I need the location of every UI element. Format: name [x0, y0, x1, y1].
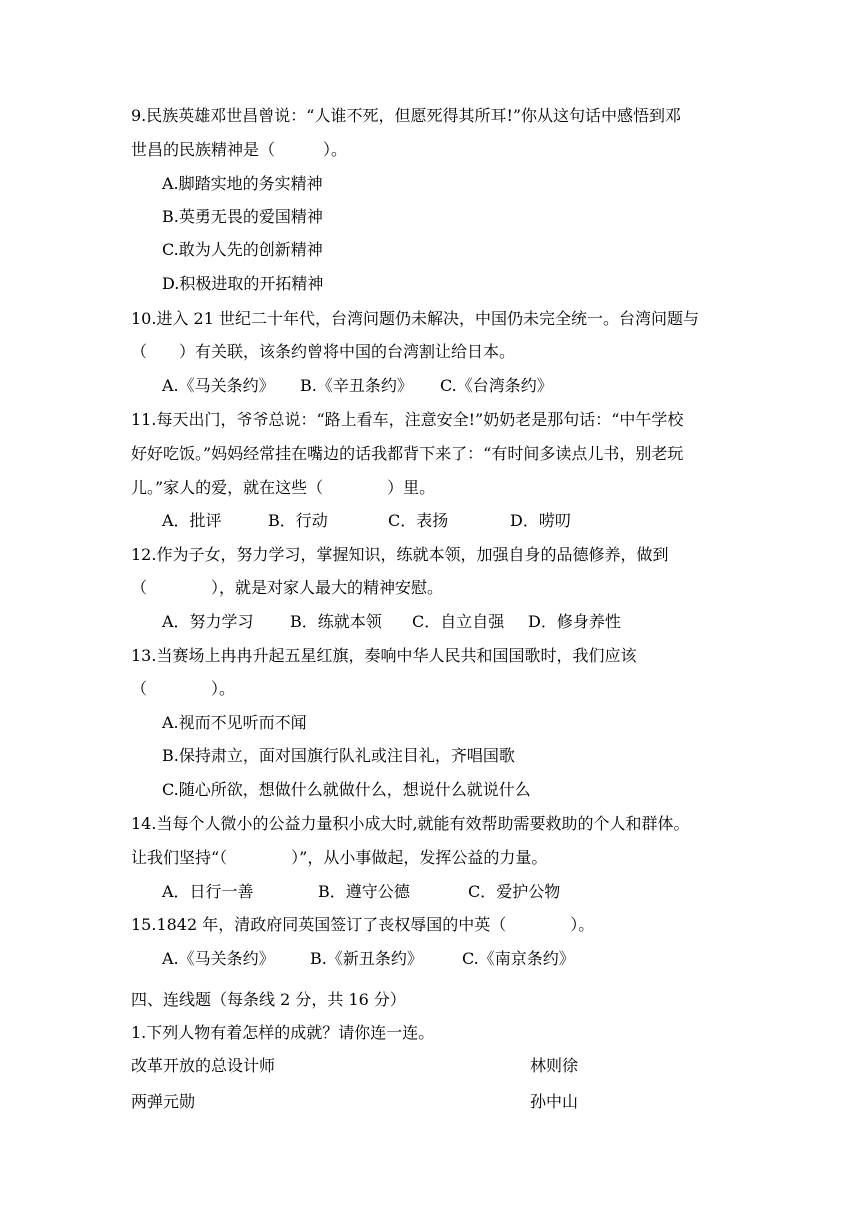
q10-option-a: A.《马关条约》 — [162, 376, 275, 395]
q10-option-c: C.《台湾条约》 — [440, 376, 553, 395]
q10-stem-line1: 10.进入 21 世纪二十年代，台湾问题仍未解决，中国仍未完全统一。台湾问题与 — [131, 309, 699, 328]
q9-stem-line2: 世昌的民族精神是（ ）。 — [131, 140, 348, 159]
q12-stem-line1: 12.作为子女，努力学习，掌握知识，练就本领，加强自身的品德修养，做到 — [131, 545, 669, 564]
section4-title: 四、连线题（每条线 2 分，共 16 分） — [131, 990, 406, 1009]
q14-option-c: C．爱护公物 — [468, 882, 561, 901]
q12-option-c: C．自立自强 — [412, 612, 505, 631]
q13-option-b: B.保持肃立，面对国旗行队礼或注目礼，齐唱国歌 — [162, 746, 515, 765]
q11-option-d: D．唠叨 — [510, 511, 571, 530]
q13-stem-line1: 13.当赛场上冉冉升起五星红旗，奏响中华人民共和国国歌时，我们应该 — [131, 646, 637, 665]
match-left-item-1: 改革开放的总设计师 — [131, 1056, 276, 1075]
q15-option-a: A.《马关条约》 — [162, 949, 275, 968]
q12-option-a: A．努力学习 — [162, 612, 254, 631]
q12-option-b: B．练就本领 — [290, 612, 382, 631]
q12-stem-line2: （ ），就是对家人最大的精神安慰。 — [131, 578, 444, 597]
q12-option-d: D．修身养性 — [528, 612, 621, 631]
q9-option-b: B.英勇无畏的爱国精神 — [162, 207, 323, 226]
q11-option-c: C．表扬 — [388, 511, 449, 530]
q14-option-a: A．日行一善 — [162, 882, 254, 901]
q10-option-b: B.《辛丑条约》 — [300, 376, 413, 395]
q11-stem-line3: 儿。”家人的爱，就在这些（ ）里。 — [131, 478, 436, 497]
match-left-item-2: 两弹元勋 — [131, 1092, 196, 1111]
q9-stem-line1: 9.民族英雄邓世昌曾说：“人谁不死，但愿死得其所耳!”你从这句话中感悟到邓 — [131, 106, 682, 125]
q14-option-b: B．遵守公德 — [318, 882, 410, 901]
q11-option-b: B．行动 — [268, 511, 328, 530]
q11-option-a: A．批评 — [162, 511, 222, 530]
q11-stem-line1: 11.每天出门，爷爷总说：“路上看车，注意安全!”奶奶老是那句话：“中午学校 — [131, 410, 684, 429]
match-right-item-2: 孙中山 — [530, 1092, 579, 1111]
q13-stem-line2: （ ）。 — [131, 679, 236, 698]
q9-option-d: D.积极进取的开拓精神 — [162, 274, 324, 293]
q9-option-c: C.敢为人先的创新精神 — [162, 240, 323, 259]
q15-option-b: B.《新丑条约》 — [310, 949, 423, 968]
q10-stem-line2: （ ）有关联，该条约曾将中国的台湾割让给日本。 — [131, 342, 516, 361]
q11-stem-line2: 好好吃饭。”妈妈经常挂在嘴边的话我都背下来了：“有时间多读点儿书，别老玩 — [131, 444, 684, 463]
q9-option-a: A.脚踏实地的务实精神 — [162, 174, 323, 193]
match-right-item-1: 林则徐 — [530, 1056, 579, 1075]
q13-option-c: C.随心所欲，想做什么就做什么，想说什么就说什么 — [162, 780, 531, 799]
q15-stem-line1: 15.1842 年，清政府同英国签订了丧权辱国的中英（ ）。 — [131, 915, 595, 934]
q14-stem-line2: 让我们坚持“（ ）”，从小事做起，发挥公益的力量。 — [131, 848, 548, 867]
q13-option-a: A.视而不见听而不闻 — [162, 713, 307, 732]
q15-option-c: C.《南京条约》 — [462, 949, 575, 968]
section4-q1-stem: 1.下列人物有着怎样的成就？请你连一连。 — [131, 1023, 435, 1042]
q14-stem-line1: 14.当每个人微小的公益力量积小成大时,就能有效帮助需要救助的个人和群体。 — [131, 814, 690, 833]
